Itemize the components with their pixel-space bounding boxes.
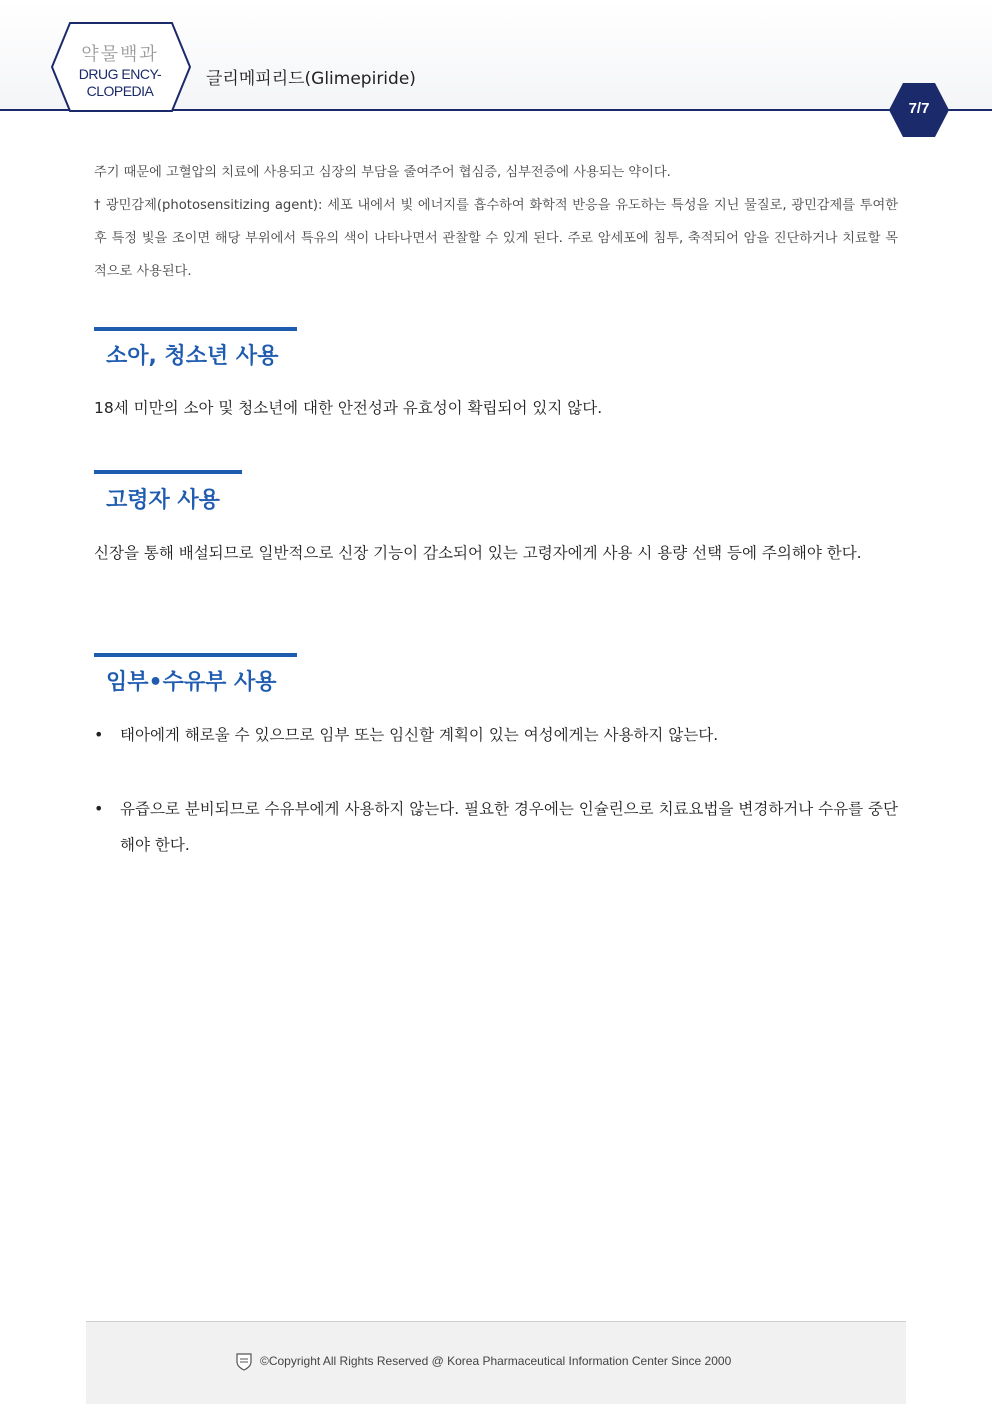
- section-text-children: 18세 미만의 소아 및 청소년에 대한 안전성과 유효성이 확립되어 있지 않다.: [94, 399, 603, 417]
- bullet-marker: •: [94, 725, 104, 744]
- logo-korean-title: 약물백과: [81, 44, 159, 65]
- bullet-item-breastfeeding: 유즙으로 분비되므로 수유부에게 사용하지 않는다. 필요한 경우에는 인슐린으로 치료요법을 변경하거나 수유를 중단해야 한다.: [120, 800, 898, 854]
- section-text-elderly: 신장을 통해 배설되므로 일반적으로 신장 기능이 감소되어 있는 고령자에게 사용 시 용량 선택 등에 주의해야 한다.: [94, 544, 862, 562]
- section-title-children: 소아, 청소년 사용: [106, 344, 279, 369]
- page-indicator: 7/7: [908, 100, 930, 117]
- section-bar-pregnancy: [94, 653, 297, 657]
- bullet-item-fetus: 태아에게 해로울 수 있으므로 임부 또는 임신할 계획이 있는 여성에게는 사용하지 않는다.: [120, 726, 719, 744]
- logo-english-title: [70, 66, 170, 100]
- copyright-text: ©Copyright All Rights Reserved @ Korea Pharmaceutical Information Center Since 2000: [260, 1354, 732, 1368]
- footnote-line: 주기 때문에 고혈압의 치료에 사용되고 심장의 부담을 줄여주어 협심증, 심부전증에 사용되는 약이다.: [94, 165, 671, 180]
- bullet-marker: •: [94, 799, 104, 818]
- crest-icon: [236, 1353, 252, 1371]
- logo-line-2: CLOPEDIA: [86, 83, 154, 99]
- footnote-photosensitizer: † 광민감제(photosensitizing agent): 세포 내에서 빛 에너지를 흡수하여 화학적 반응을 유도하는 특성을 지닌 물질로, 광민감제를 투여한 후 특정 빛을 조이면 해당 부위에서 특유의 색이 나타나면서 관찰할 수 있게 된다. 주로 암세포에 침투, 축적되어 암을 진단하거나 치료할 목적으로 사용된다.: [94, 198, 898, 279]
- section-bar-children: [94, 327, 297, 331]
- section-bar-elderly: [94, 470, 242, 474]
- logo-line-1: DRUG ENCY-: [78, 66, 162, 82]
- section-title-pregnancy: 임부•수유부 사용: [106, 670, 277, 695]
- drug-title: 글리메피리드(Glimepiride): [206, 69, 416, 89]
- section-title-elderly: 고령자 사용: [106, 488, 220, 513]
